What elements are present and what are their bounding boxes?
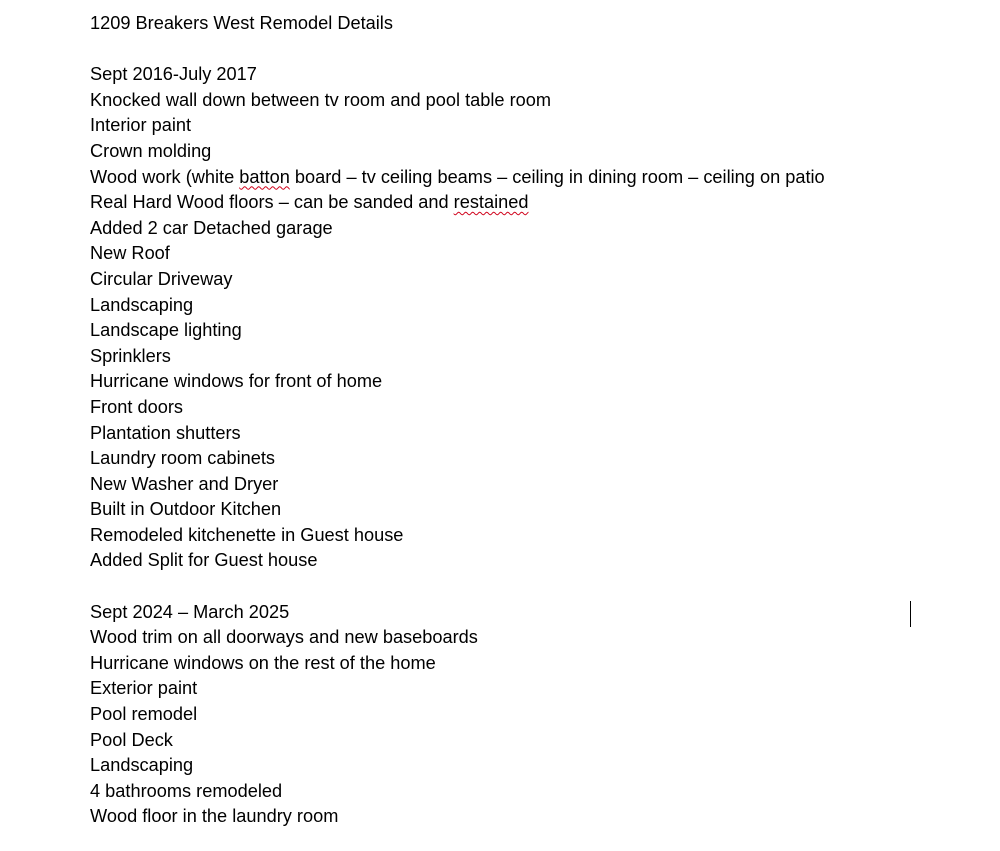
list-item: Landscaping: [90, 755, 194, 776]
list-item: Front doors: [90, 396, 183, 417]
list-item: Laundry room cabinets: [90, 448, 276, 469]
list-item-text: board – tv ceiling beams – ceiling in dining room – ceiling on patio: [289, 166, 825, 187]
document-body[interactable]: [90, 11, 970, 830]
list-item: Built in Outdoor Kitchen: [90, 499, 282, 520]
list-item: Crown molding: [90, 140, 212, 161]
list-item: Added Split for Guest house: [90, 550, 318, 571]
phase1-heading: Sept 2016-July 2017: [90, 64, 257, 85]
list-item: Plantation shutters: [90, 422, 241, 443]
list-item: [90, 165, 970, 191]
list-item: Remodeled kitchenette in Guest house: [90, 524, 404, 545]
list-item: 4 bathrooms remodeled: [90, 780, 283, 801]
list-item-text: Real Hard Wood floors – can be sanded and: [90, 192, 454, 213]
list-item: Landscape lighting: [90, 320, 242, 341]
list-item-text: Wood work (white: [90, 166, 240, 187]
list-item: [90, 190, 970, 216]
list-item: Pool Deck: [90, 729, 173, 750]
list-item: Circular Driveway: [90, 268, 233, 289]
list-item: New Roof: [90, 243, 170, 264]
list-item: Wood trim on all doorways and new baseboards: [90, 627, 478, 648]
text-cursor: [910, 601, 911, 627]
phase2-heading: Sept 2024 – March 2025: [90, 601, 290, 622]
list-item: Hurricane windows for front of home: [90, 371, 383, 392]
spelling-flag-word[interactable]: restained: [453, 192, 529, 213]
spelling-flag-word[interactable]: batton: [239, 166, 290, 187]
list-item: Pool remodel: [90, 704, 198, 725]
document-title: 1209 Breakers West Remodel Details: [90, 13, 393, 33]
list-item: Hurricane windows on the rest of the home: [90, 652, 436, 673]
list-item: Interior paint: [90, 115, 192, 136]
list-item: Added 2 car Detached garage: [90, 217, 333, 238]
blank-line: [90, 37, 970, 63]
list-item: Sprinklers: [90, 345, 171, 366]
list-item: Exterior paint: [90, 678, 198, 699]
list-item: New Washer and Dryer: [90, 473, 279, 494]
list-item: Wood floor in the laundry room: [90, 806, 339, 827]
blank-line: [90, 574, 970, 600]
list-item: Landscaping: [90, 294, 194, 315]
list-item: Knocked wall down between tv room and pool table room: [90, 89, 552, 110]
